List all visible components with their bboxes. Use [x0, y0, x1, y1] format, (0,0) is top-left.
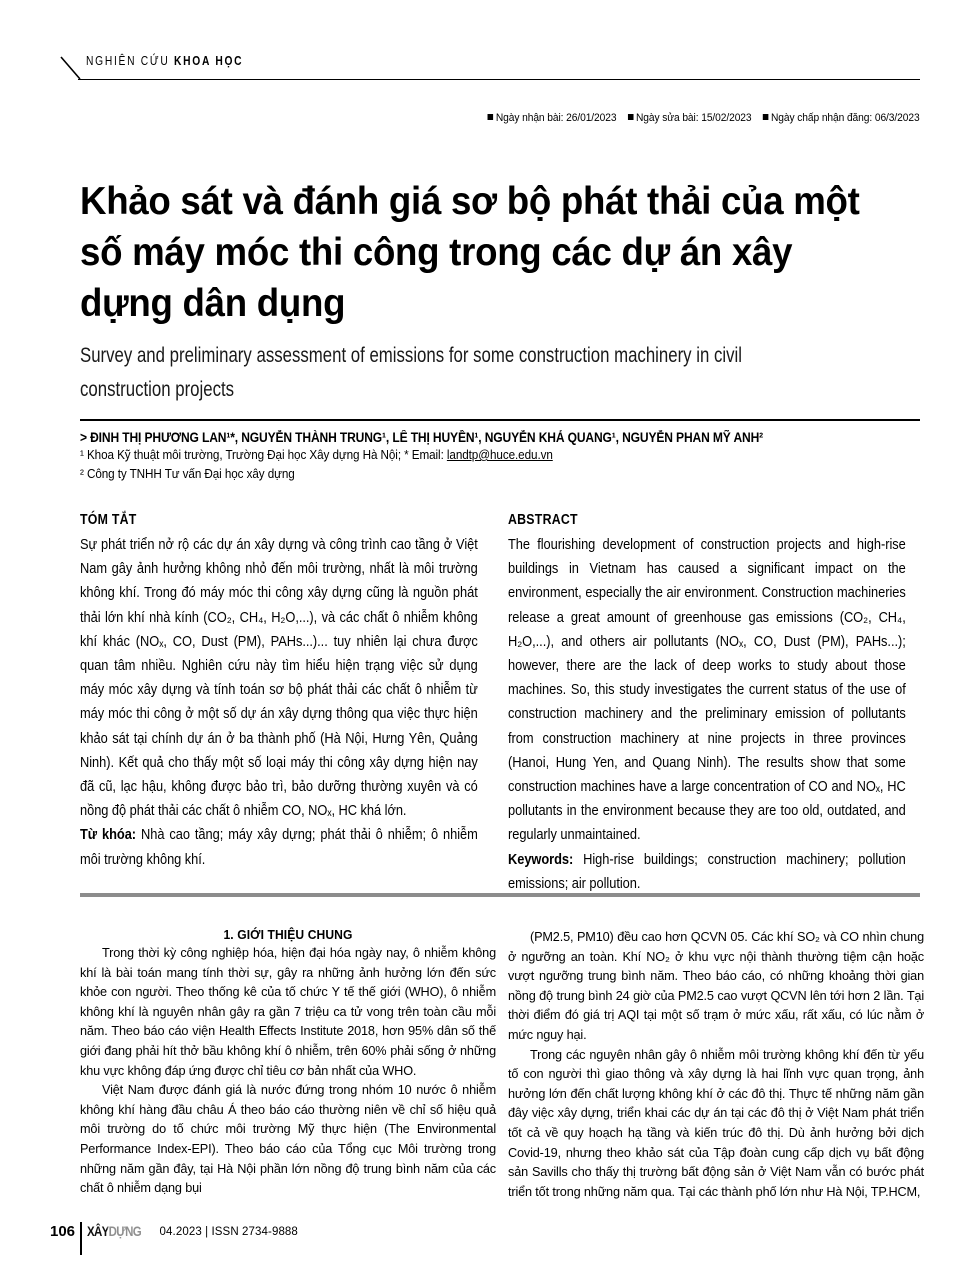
accepted-label: Ngày chấp nhận đăng: [771, 112, 873, 124]
received-value: 26/01/2023 [566, 112, 617, 124]
paragraph: (PM2.5, PM10) đều cao hơn QCVN 05. Các khí SO₂ và CO nhìn chung ở ngưỡng an toàn. Khí NO₂ ở khu vực nội thành thường tiệm cận hoặc vượt ngưỡng trung bình năm. Theo báo cáo, có những khoảng thời gian nồng độ trung bình 24 giờ của PM2.5 cao vượt QCVN lên tới hơn 2 lần. Tại thời điểm đó giá trị AQI tại một số trạm ở mức xấu, rất xấu, có lúc nằm ở mức nguy hại. [508, 930, 924, 1042]
running-head [60, 48, 920, 88]
keywords-vietnamese [80, 823, 478, 871]
body-left-text [80, 944, 496, 1199]
title-divider [80, 419, 920, 421]
body-right-text [508, 928, 924, 1202]
keywords-english-label: Keywords: [508, 851, 574, 868]
journal-logo: XÂYDỰNG [86, 1223, 141, 1239]
affiliation-1 [80, 445, 854, 464]
running-head-bold: KHOA HỌC [174, 54, 244, 68]
author-email-link[interactable]: landtp@huce.edu.vn [446, 447, 553, 462]
authors-block [80, 430, 940, 483]
accepted-value: 06/3/2023 [875, 112, 920, 124]
slash-decoration-icon [60, 56, 82, 80]
keywords-english [508, 848, 906, 896]
bullet-square-icon [628, 114, 634, 120]
revised-label: Ngày sửa bài: [636, 112, 699, 124]
affiliation-2: ² Công ty TNHH Tư vấn Đại học xây dựng [80, 466, 295, 481]
abstract-vietnamese-body [80, 533, 478, 872]
running-head-lead: NGHIÊN CỨU [86, 54, 175, 68]
paragraph: Trong các nguyên nhân gây ô nhiễm môi trường không khí đến từ yếu tố con người thì giao thông và xây dựng là hai lĩnh vực quan trọng, ảnh hưởng lớn đến chất lượng không khí ở các đô thị. Thực tế những năm gần đây việc xây dựng, triển khai các dự án tại các đô thị ở Việt Nam phát triển tốt cả về quy hoạch hạ tầng và kiến trúc đô thị. Dù ảnh hưởng bởi dịch Covid-19, nhưng theo khảo sát của Tập đoàn cung cấp dịch vụ bất động sản Savills cho thấy thị trường bất động sản ở Việt Nam vẫn có bước phát triển tốt trong những năm qua. Tại các thành phố lớn như Hà Nội, TP.HCM, [508, 1047, 924, 1199]
abstract-body-divider [80, 893, 920, 897]
running-head-text [86, 54, 243, 68]
title-block [80, 176, 918, 407]
page-title-vietnamese: Khảo sát và đánh giá sơ bộ phát thải của một số máy móc thi công trong các dự án xây dựng dân dụng [80, 180, 860, 325]
page-footer [50, 1222, 298, 1252]
issue-issn: 04.2023 | ISSN 2734-9888 [159, 1226, 298, 1238]
abstract-english [508, 512, 908, 896]
page-number: 106 [50, 1223, 76, 1240]
keywords-english-value: High-rise buildings; construction machinery; pollution emissions; air pollution. [508, 851, 906, 892]
section-heading-introduction: 1. GIỚI THIỆU CHUNG [223, 928, 353, 942]
bullet-square-icon [763, 114, 769, 120]
abstract-english-heading: ABSTRACT [508, 512, 578, 528]
body-column-left [80, 928, 496, 1199]
keywords-vietnamese-label: Từ khóa: [80, 827, 137, 844]
abstract-vietnamese-text: Sự phát triển nở rộ các dự án xây dựng và công trình cao tầng ở Việt Nam gây ảnh hưởng không nhỏ đến môi trường, nhất là môi trường không khí. Trong đó máy móc thi công xây dựng cũng là nguồn phát thải lớn khí nhà kính (CO₂, CH₄, H₂O,...), và các chất ô nhiễm không khí khác (NOₓ, CO, Dust (PM), PAHs...)... tuy nhiên lại chưa được quan tâm nhiều. Nghiên cứu này tìm hiểu hiện trạng việc sử dụng máy móc xây dựng và tính toán sơ bộ phát thải các chất ô nhiễm từ máy móc thi công ở một số dự án xây dựng thông qua việc thực hiện khảo sát tại chính dự án ở ba thành phố (Hà Nội, Hưng Yên, Quảng Ninh). Kết quả cho thấy một số loại máy thi công xây dựng hiện nay đã cũ, lạc hậu, không được bảo trì, bảo dưỡng thường xuyên và có nồng độ phát thải các chất ô nhiễm CO, NOₓ, HC khá lớn. [80, 537, 478, 820]
received-label: Ngày nhận bài: [496, 112, 564, 124]
body-column-right [508, 928, 924, 1202]
bullet-square-icon [488, 114, 494, 120]
author-names: > ĐINH THỊ PHƯƠNG LAN¹*, NGUYỄN THÀNH TRUNG¹, LÊ THỊ HUYỀN¹, NGUYỄN KHẢ QUANG¹, NGUYỄN PHAN MỸ ANH² [80, 430, 764, 445]
running-head-rule [78, 79, 920, 80]
abstract-english-text: The flourishing development of construction projects and high-rise buildings in Vietnam has caused a significant impact on the environment, especially the air environment. Construction machineries release a great amount of greenhouse gas emissions (CO₂, CH₄, H₂O,...), and others air pollutants (NOₓ, CO, Dust (PM), PAHs...); however, there are the lack of deep works to study about those machines. So, this study investigates the current status of the use of construction machinery and the preliminary emission of pollutants from construction machinery at nine projects in three provinces (Hanoi, Hung Yen, and Quang Ninh). The results show that some construction machines have a large concentration of CO and NOₓ, HC pollutants in the environment because they are too old, outdated, and regularly unmaintained. [508, 537, 906, 844]
publication-dates [488, 112, 920, 124]
keywords-vietnamese-value: Nhà cao tầng; máy xây dựng; phát thải ô nhiễm; ô nhiễm môi trường không khí. [80, 827, 478, 868]
revised-value: 15/02/2023 [701, 112, 752, 124]
footer-divider [80, 1222, 82, 1255]
abstract-vietnamese [80, 512, 480, 872]
paragraph: Trong thời kỳ công nghiệp hóa, hiện đại hóa ngày nay, ô nhiễm không khí là bài toán mang tính thời sự, gây ra những ảnh hưởng lớn đến sức khỏe con người. Theo thống kê của tố chức Y tế thế giới (WHO), ô nhiễm không khí là nguyên nhân gây ra gần 7 triệu ca tử vong trên toàn cầu mỗi năm. Theo báo cáo viện Health Effects Institute 2018, hơn 95% dân số thế giới đang phải hít thở bầu không khí ô nhiễm, trên 60% phải sống ở những khu vực không đáp ứng được chỉ tiêu cơ bản nhất của WHO. [80, 946, 496, 1078]
affiliation-1-text: ¹ Khoa Kỹ thuật môi trường, Trường Đại học Xây dựng Hà Nội; * Email: [80, 447, 447, 462]
abstract-vietnamese-heading: TÓM TẮT [80, 512, 137, 528]
paragraph: Việt Nam được đánh giá là nước đứng trong nhóm 10 nước ô nhiễm không khí hàng đầu châu Á theo báo cáo thường niên về chỉ số hiệu quả môi trường do tố chức môi trường Mỹ thực hiện (The Environmental Performance Index-EPI). Theo báo cáo của Tổng cục Môi trường trong những năm gần đây, tại Hà Nội phần lớn nồng độ trung bình năm của các chất ô nhiễm dạng bụi [80, 1083, 496, 1196]
abstract-english-body [508, 533, 906, 896]
page-title-english: Survey and preliminary assessment of emissions for some construction machinery in civil construction projects [80, 344, 742, 401]
